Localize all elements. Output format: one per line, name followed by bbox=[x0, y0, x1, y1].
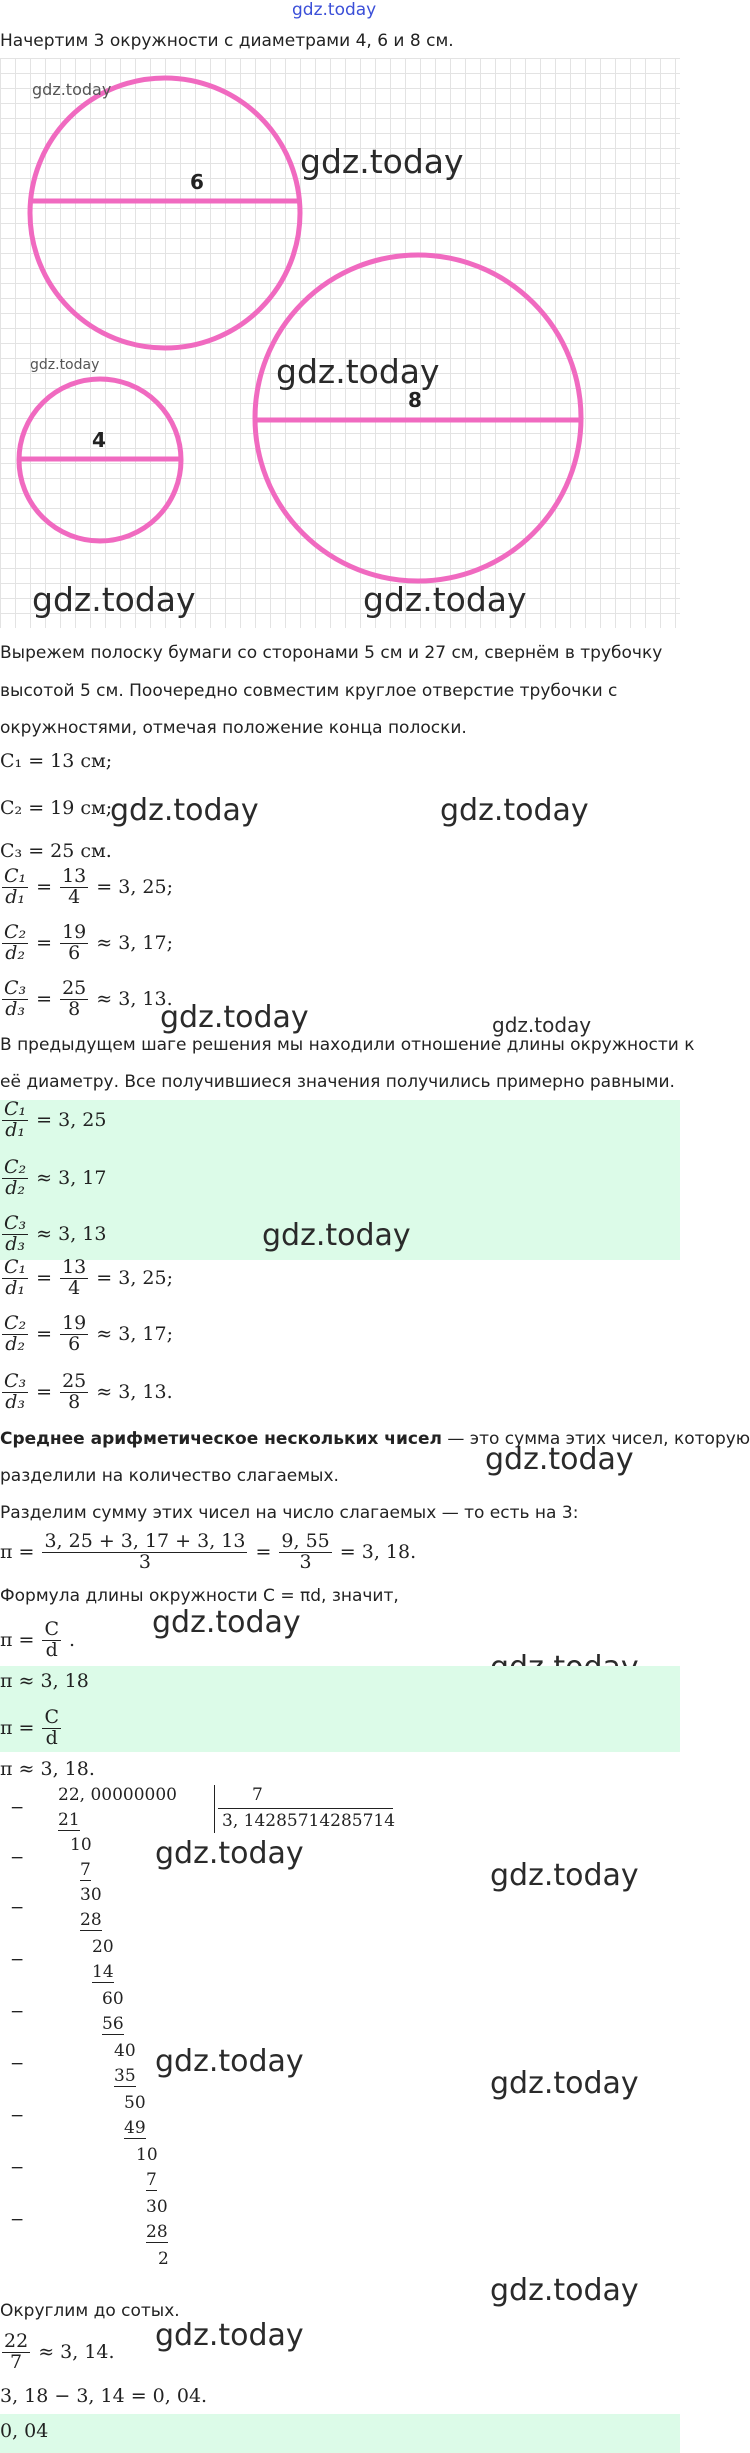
ld-row: 20 bbox=[92, 1937, 114, 1957]
header-watermark: gdz.today bbox=[292, 0, 377, 20]
watermark: gdz.today bbox=[155, 1836, 304, 1871]
ld-row: 50 bbox=[124, 2093, 146, 2113]
minus-sign: − bbox=[10, 2106, 25, 2126]
watermark: gdz.today bbox=[32, 80, 112, 99]
watermark: gdz.today bbox=[32, 580, 196, 619]
final-answer: 0, 04 bbox=[0, 2420, 49, 2442]
round-result: $\frac{22}{7}$ ≈ 3, 14. bbox=[4, 2330, 115, 2373]
division-bar bbox=[214, 1785, 215, 1833]
ld-row: 10 bbox=[136, 2145, 158, 2165]
circles-figure bbox=[0, 58, 680, 628]
ld-row: 7 bbox=[146, 2170, 157, 2190]
pi-formula-green: π = $\frac{C}{d}$ bbox=[0, 1706, 59, 1749]
ratio-1: $\frac{\text{C₁}}{\text{d₁}}$ = $\frac{13}{4}$ = 3, 25; bbox=[4, 865, 173, 908]
highlight-block-final bbox=[0, 2414, 680, 2453]
ld-row: 14 bbox=[92, 1962, 114, 1982]
cut-text-2: высотой 5 см. Поочередно совместим круглое отверстие трубочки с bbox=[0, 681, 618, 701]
ld-row: 30 bbox=[80, 1885, 102, 1905]
green-ratio-2: $\frac{\text{C₂}}{\text{d₂}}$ ≈ 3, 17 bbox=[4, 1156, 107, 1199]
watermark: gdz.today bbox=[492, 1013, 592, 1037]
green-ratio-1: $\frac{\text{C₁}}{\text{d₁}}$ = 3, 25 bbox=[4, 1098, 107, 1141]
minus-sign: − bbox=[10, 1848, 25, 1868]
ld-row: 30 bbox=[146, 2197, 168, 2217]
circle-6 bbox=[30, 78, 300, 348]
ld-row: 28 bbox=[146, 2222, 168, 2242]
watermark: gdz.today bbox=[490, 1858, 639, 1893]
minus-sign: − bbox=[10, 1950, 25, 1970]
ratio-1-repeat: $\frac{\text{C₁}}{\text{d₁}}$ = $\frac{13}{4}$ = 3, 25; bbox=[4, 1256, 173, 1299]
watermark: gdz.today bbox=[155, 2044, 304, 2079]
intro-text: Начертим 3 окружности с диаметрами 4, 6 и 8 см. bbox=[0, 31, 454, 51]
c3-value: C₃ = 25 см. bbox=[0, 840, 112, 862]
round-text: Округлим до сотых. bbox=[0, 2301, 180, 2321]
quotient: 3, 14285714285714 bbox=[222, 1811, 396, 1831]
minus-sign: − bbox=[10, 2158, 25, 2178]
minus-sign: − bbox=[10, 2210, 25, 2230]
ld-row: 40 bbox=[114, 2041, 136, 2061]
prev-text-2: её диаметру. Все получившиеся значения получились примерно равными. bbox=[0, 1072, 675, 1092]
ratio-2-repeat: $\frac{\text{C₂}}{\text{d₂}}$ = $\frac{19}{6}$ ≈ 3, 17; bbox=[4, 1312, 173, 1355]
mean-definition: Среднее арифметическое нескольких чисел — это сумма этих чисел, которую bbox=[0, 1429, 750, 1449]
ld-row: 28 bbox=[80, 1910, 102, 1930]
watermark: gdz.today bbox=[490, 2066, 639, 2101]
difference: 3, 18 − 3, 14 = 0, 04. bbox=[0, 2385, 208, 2407]
watermark: gdz.today bbox=[490, 2273, 639, 2308]
ld-row: 35 bbox=[114, 2066, 136, 2086]
watermark: gdz.today bbox=[155, 2318, 304, 2353]
ld-row: 21 bbox=[58, 1810, 80, 1830]
minus-sign: − bbox=[10, 2002, 25, 2022]
minus-sign: − bbox=[10, 1798, 25, 1818]
mean-calc: π = $\frac{3, 25 + 3, 17 + 3, 13}{3}$ = $\frac{9, 55}{3}$ = 3, 18. bbox=[0, 1530, 417, 1573]
minus-sign: − bbox=[10, 2054, 25, 2074]
c1-value: C₁ = 13 см; bbox=[0, 750, 113, 772]
ratio-3: $\frac{\text{C₃}}{\text{d₃}}$ = $\frac{25}{8}$ ≈ 3, 13. bbox=[4, 977, 173, 1020]
ratio-3-repeat: $\frac{\text{C₃}}{\text{d₃}}$ = $\frac{25}{8}$ ≈ 3, 13. bbox=[4, 1370, 173, 1413]
watermark: gdz.today bbox=[152, 1605, 301, 1640]
watermark: gdz.today bbox=[30, 357, 100, 373]
watermark: gdz.today bbox=[160, 1000, 309, 1035]
mean-definition-2: разделили на количество слагаемых. bbox=[0, 1466, 339, 1486]
minus-sign: − bbox=[10, 1898, 25, 1918]
c2-value: C₂ = 19 см; bbox=[0, 797, 113, 819]
ratio-2: $\frac{\text{C₂}}{\text{d₂}}$ = $\frac{19}{6}$ ≈ 3, 17; bbox=[4, 921, 173, 964]
watermark: gdz.today bbox=[262, 1218, 411, 1253]
ld-row: 2 bbox=[158, 2249, 169, 2269]
pi-approx: π ≈ 3, 18. bbox=[0, 1758, 95, 1780]
green-ratio-3: $\frac{\text{C₃}}{\text{d₃}}$ ≈ 3, 13 bbox=[4, 1212, 107, 1255]
watermark: gdz.today bbox=[300, 142, 464, 181]
label-4: 4 bbox=[92, 428, 106, 452]
watermark: gdz.today bbox=[363, 580, 527, 619]
label-8: 8 bbox=[408, 388, 422, 412]
ld-row: 7 bbox=[80, 1860, 91, 1880]
cut-text-3: окружностями, отмечая положение конца полоски. bbox=[0, 718, 467, 738]
dividend: 22, 00000000 bbox=[58, 1785, 177, 1805]
formula-text: Формула длины окружности C = πd, значит, bbox=[0, 1586, 399, 1606]
watermark: gdz.today bbox=[110, 793, 259, 828]
ld-row: 60 bbox=[102, 1989, 124, 2009]
highlight-block-pi bbox=[0, 1666, 680, 1752]
watermark: gdz.today bbox=[276, 352, 440, 391]
watermark: gdz.today bbox=[485, 1442, 634, 1477]
pi-approx-green: π ≈ 3, 18 bbox=[0, 1670, 89, 1692]
ld-row: 49 bbox=[124, 2118, 146, 2138]
ld-row: 10 bbox=[70, 1835, 92, 1855]
label-6: 6 bbox=[190, 170, 204, 194]
ld-row: 56 bbox=[102, 2014, 124, 2034]
divisor: 7 bbox=[252, 1785, 263, 1805]
watermark: gdz.today bbox=[440, 793, 589, 828]
pi-formula: π = $\frac{C}{d}$ . bbox=[0, 1618, 76, 1661]
cut-text-1: Вырежем полоску бумаги со сторонами 5 см и 27 см, свернём в трубочку bbox=[0, 643, 663, 663]
prev-text-1: В предыдущем шаге решения мы находили отношение длины окружности к bbox=[0, 1035, 695, 1055]
divide-text: Разделим сумму этих чисел на число слагаемых — то есть на 3: bbox=[0, 1503, 579, 1523]
divisor-line bbox=[218, 1808, 393, 1809]
